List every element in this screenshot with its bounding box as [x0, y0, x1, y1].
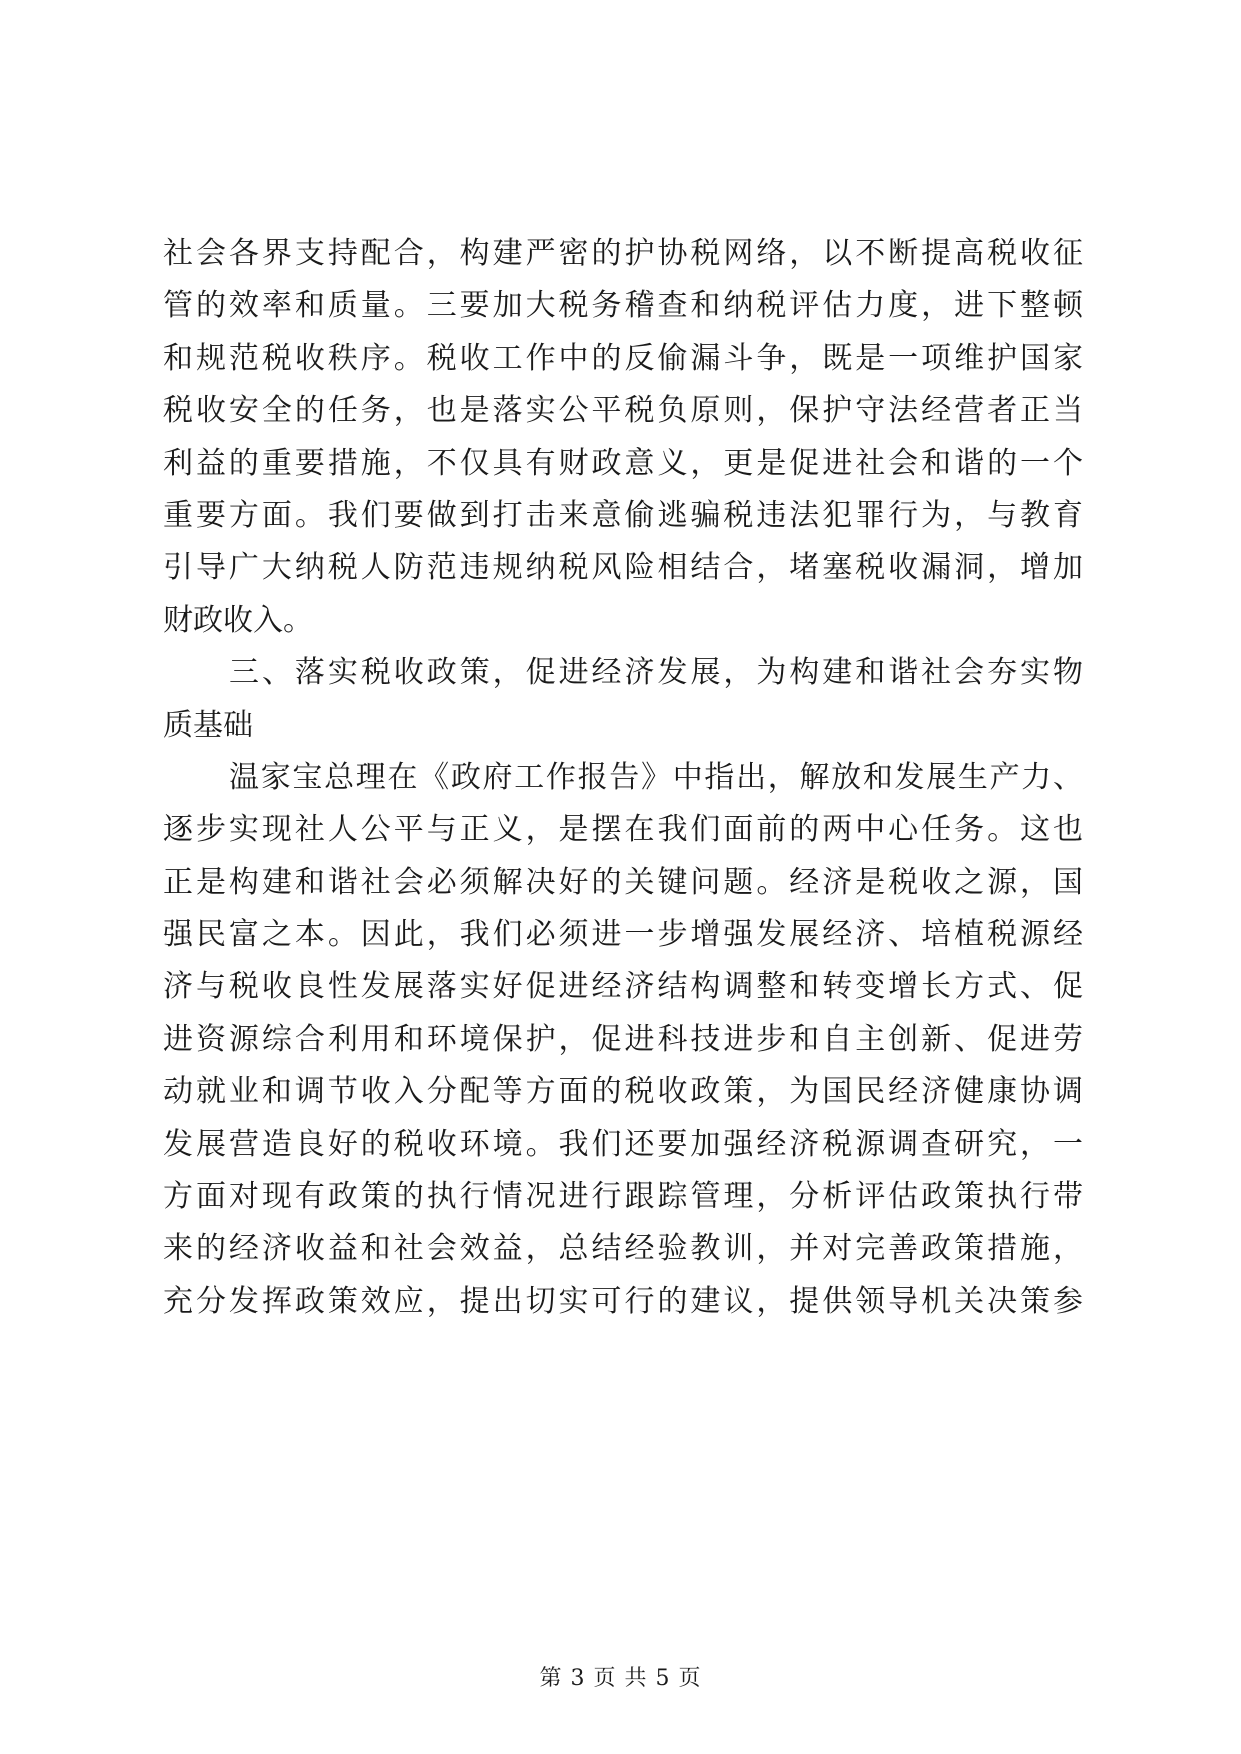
text-line: 财政收入。	[163, 602, 313, 638]
text-line: 动就业和调节收入分配等方面的税收政策，为国民经济健康协调	[163, 1074, 1083, 1110]
text-line: 利益的重要措施，不仅具有财政意义，更是促进社会和谐的一个	[163, 445, 1083, 481]
text-line: 方面对现有政策的执行情况进行跟踪管理，分析评估政策执行带	[163, 1179, 1083, 1215]
text-line: 管的效率和质量。三要加大税务稽查和纳税评估力度，进下整顿	[163, 288, 1083, 324]
page-footer: 第 3 页 共 5 页	[539, 1666, 702, 1691]
text-line: 发展营造良好的税收环境。我们还要加强经济税源调查研究，一	[163, 1126, 1083, 1162]
text-line: 质基础	[163, 707, 253, 743]
text-line: 正是构建和谐社会必须解决好的关键问题。经济是税收之源，国	[163, 864, 1083, 900]
text-line: 和规范税收秩序。税收工作中的反偷漏斗争，既是一项维护国家	[163, 340, 1083, 376]
text-line: 温家宝总理在《政府工作报告》中指出，解放和发展生产力、	[229, 759, 1083, 795]
text-line: 进资源综合利用和环境保护，促进科技进步和自主创新、促进劳	[163, 1021, 1083, 1057]
document-body	[163, 228, 1083, 1328]
text-line: 重要方面。我们要做到打击来意偷逃骗税违法犯罪行为，与教育	[163, 497, 1083, 533]
text-line: 税收安全的任务，也是落实公平税负原则，保护守法经营者正当	[163, 393, 1083, 429]
text-line: 济与税收良性发展落实好促进经济结构调整和转变增长方式、促	[163, 969, 1083, 1005]
text-line: 社会各界支持配合，构建严密的护协税网络，以不断提高税收征	[163, 236, 1083, 271]
text-line: 逐步实现社人公平与正义，是摆在我们面前的两中心任务。这也	[163, 812, 1083, 848]
text-line: 引导广大纳税人防范违规纳税风险相结合，堵塞税收漏洞，增加	[163, 550, 1083, 586]
text-line: 来的经济收益和社会效益，总结经验教训，并对完善政策措施，	[163, 1231, 1083, 1267]
text-line: 充分发挥政策效应，提出切实可行的建议，提供领导机关决策参	[163, 1283, 1083, 1319]
text-line: 三、落实税收政策，促进经济发展，为构建和谐社会夯实物	[229, 655, 1083, 691]
text-line: 强民富之本。因此，我们必须进一步增强发展经济、培植税源经	[163, 917, 1083, 953]
